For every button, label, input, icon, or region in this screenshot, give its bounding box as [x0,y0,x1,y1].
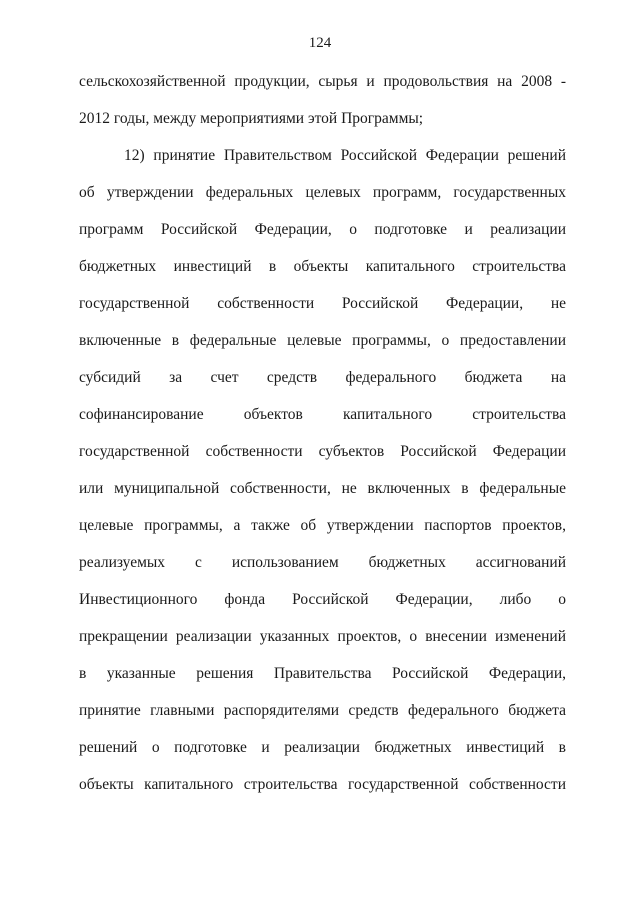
text-line: софинансирование объектов капитального строительства [79,406,566,423]
text-line: государственной собственности субъектов Российской Федерации [79,443,566,460]
text-line: сельскохозяйственной продукции, сырья и продовольствия на 2008 - [79,73,566,90]
text-line: прекращении реализации указанных проектов, о внесении изменений [79,628,566,645]
text-line: 2012 годы, между мероприятиями этой Программы; [79,110,424,127]
text-line: объекты капитального строительства государственной собственности [79,776,566,793]
text-line: в указанные решения Правительства Российской Федерации, [79,665,566,682]
page-number: 124 [308,35,332,51]
text-line: целевые программы, а также об утверждении паспортов проектов, [79,517,566,534]
text-line: включенные в федеральные целевые программы, о предоставлении [79,332,566,349]
text-line: принятие главными распорядителями средств федерального бюджета [79,702,566,719]
text-line: субсидий за счет средств федерального бюджета на [79,369,566,386]
text-line: программ Российской Федерации, о подготовке и реализации [79,221,566,238]
text-line: бюджетных инвестиций в объекты капитального строительства [79,258,566,275]
text-line: об утверждении федеральных целевых программ, государственных [79,184,566,201]
text-line: реализуемых с использованием бюджетных ассигнований [79,554,566,571]
text-line: решений о подготовке и реализации бюджетных инвестиций в [79,739,566,756]
paragraph-first-line: 12) принятие Правительством Российской Федерации решений [124,147,566,164]
text-line: Инвестиционного фонда Российской Федерации, либо о [79,591,566,608]
text-line: государственной собственности Российской Федерации, не [79,295,566,312]
text-line: или муниципальной собственности, не включенных в федеральные [79,480,566,497]
